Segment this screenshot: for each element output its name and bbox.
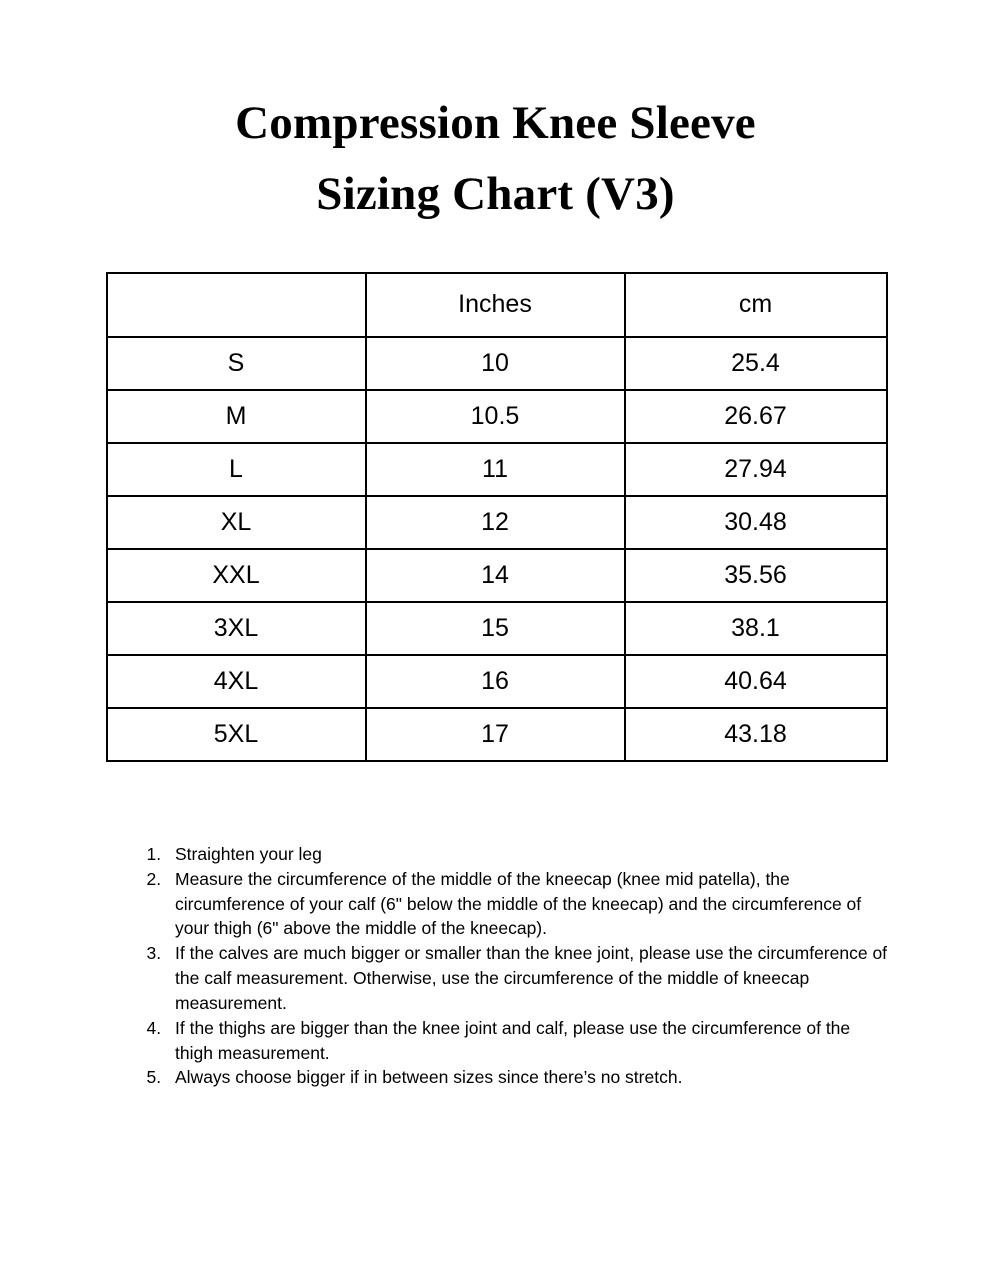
table-row (107, 549, 887, 602)
cell-inches: 10.5 (366, 390, 625, 443)
page-title (0, 0, 991, 231)
cell-size: XXL (107, 549, 366, 602)
cell-cm: 26.67 (625, 390, 887, 443)
cell-inches: 10 (366, 337, 625, 390)
cell-size: S (107, 337, 366, 390)
list-item: 2. Measure the circumference of the middle of the kneecap (knee mid patella), the circumference of your calf (6" below the middle of the kneecap) and the circumference of your thigh (6" above the middle of the kneecap). (166, 867, 891, 942)
sizing-table-container (106, 272, 886, 762)
page-title-line-2: Sizing Chart (V3) (316, 168, 675, 221)
cell-inches: 17 (366, 708, 625, 761)
table-row (107, 602, 887, 655)
table-row (107, 390, 887, 443)
table-row (107, 337, 887, 390)
table-header-inches: Inches (366, 273, 625, 337)
cell-cm: 40.64 (625, 655, 887, 708)
cell-inches: 16 (366, 655, 625, 708)
list-item: 1. Straighten your leg (166, 842, 891, 867)
cell-size: L (107, 443, 366, 496)
cell-inches: 15 (366, 602, 625, 655)
cell-inches: 12 (366, 496, 625, 549)
page-title-line-1: Compression Knee Sleeve (235, 97, 756, 149)
cell-size: M (107, 390, 366, 443)
table-header-size (107, 273, 366, 337)
cell-cm: 27.94 (625, 443, 887, 496)
cell-size: 4XL (107, 655, 366, 708)
cell-cm: 30.48 (625, 496, 887, 549)
table-row (107, 708, 887, 761)
table-row (107, 655, 887, 708)
cell-inches: 14 (366, 549, 625, 602)
cell-inches: 11 (366, 443, 625, 496)
list-item: 4. If the thighs are bigger than the knee joint and calf, please use the circumference of the thigh measurement. (166, 1016, 891, 1066)
list-item: 3. If the calves are much bigger or smaller than the knee joint, please use the circumference of the calf measurement. Otherwise, use the circumference of the middle of kneecap measurement. (166, 941, 891, 1016)
table-header-cm: cm (625, 273, 887, 337)
table-row (107, 496, 887, 549)
cell-cm: 38.1 (625, 602, 887, 655)
cell-cm: 35.56 (625, 549, 887, 602)
table-row (107, 443, 887, 496)
cell-size: 3XL (107, 602, 366, 655)
sizing-table (106, 272, 888, 762)
cell-cm: 43.18 (625, 708, 887, 761)
instructions-list (136, 842, 891, 1090)
instructions-section (0, 842, 991, 1090)
cell-size: 5XL (107, 708, 366, 761)
table-header-row (107, 273, 887, 337)
list-item: 5. Always choose bigger if in between sizes since there’s no stretch. (166, 1065, 891, 1090)
cell-size: XL (107, 496, 366, 549)
cell-cm: 25.4 (625, 337, 887, 390)
